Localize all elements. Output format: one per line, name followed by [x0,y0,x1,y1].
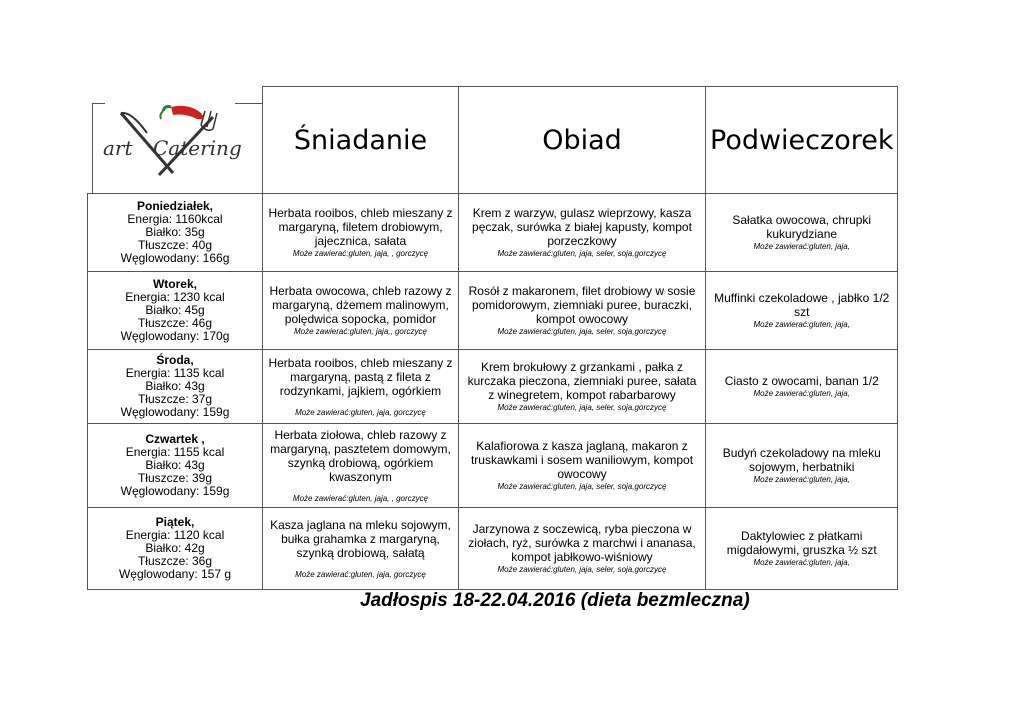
day-cell [88,194,263,272]
nutrition-line: Węglowodany: 159g [120,405,230,419]
day-cell [88,272,263,350]
header-row [88,87,898,194]
day-name: Piątek, [155,515,195,529]
day-cell [88,424,263,508]
breakfast-text: Herbata rooibos, chleb mieszany z margaryną, pastą z fileta z rodzynkami, jajkiem, ogórkiem [268,355,453,398]
lunch-allergens: Może zawierać:gluten, jaja, seler, soja,gorczycę [497,482,667,491]
lunch-cell [459,424,706,508]
breakfast-allergens: Może zawierać:gluten, jaja, gorczycę [295,407,426,417]
lunch-text: Jarzynowa z soczewicą, ryba pieczona w ziołach, ryż, surówka z marchwi i ananasa, kompot jabłkowo-wiśniowy [468,522,696,564]
header-snack: Podwieczorek [706,87,898,194]
breakfast-text: Herbata ziołowa, chleb razowy z margaryną, pasztetem domowym, szynką drobiową, ogórkiem kwaszonym [270,427,451,484]
nutrition-line: Energia: 1230 kcal [125,290,225,304]
lunch-allergens: Może zawierać:gluten, jaja, seler, soja,gorczycę [497,327,667,336]
lunch-allergens: Może zawierać:gluten, jaja, seler, soja,gorczycę [497,565,667,574]
day-name: Środa, [156,353,194,367]
breakfast-text: Herbata owocowa, chleb razowy z margaryną, dżemem malinowym, polędwica sopocka, pomidor [269,284,452,326]
breakfast-cell [263,350,459,424]
snack-cell [706,508,898,590]
snack-allergens: Może zawierać:gluten, jaja, [753,475,850,484]
nutrition-line: Tłuszcze: 40g [137,238,213,252]
lunch-cell [459,508,706,590]
breakfast-allergens: Może zawierać:gluten, jaja, gorczycę [295,569,426,579]
logo-cell [88,87,263,194]
breakfast-cell [263,424,459,508]
logo [92,103,263,194]
logo-text-art: art [102,135,133,160]
nutrition-line: Węglowodany: 170g [120,329,230,343]
nutrition-line: Węglowodany: 157 g [118,567,232,581]
snack-text: Muffinki czekoladowe , jabłko 1/2 szt [714,291,890,319]
nutrition-line: Energia: 1155 kcal [125,445,225,459]
day-row [88,508,898,590]
day-row [88,424,898,508]
breakfast-allergens: Może zawierać:gluten, jaja, , gorczycę [292,249,429,258]
nutrition-line: Tłuszcze: 46g [137,316,213,330]
nutrition-line: Białko: 35g [145,225,205,239]
lunch-cell [459,272,706,350]
day-name: Poniedziałek, [136,199,214,213]
day-cell [88,350,263,424]
day-name: Wtorek, [152,277,197,291]
day-row [88,194,898,272]
nutrition-line: Białko: 43g [145,379,205,393]
snack-allergens: Może zawierać:gluten, jaja, [753,558,850,567]
nutrition-line: Białko: 42g [145,541,205,555]
nutrition-line: Węglowodany: 159g [120,484,230,498]
snack-cell [706,350,898,424]
nutrition-line: Energia: 1120 kcal [125,528,225,542]
nutrition-line: Białko: 45g [145,303,205,317]
nutrition-line: Tłuszcze: 36g [137,554,213,568]
day-row [88,350,898,424]
breakfast-allergens: Może zawierać:gluten, jaja,, gorczycę [294,327,427,336]
snack-text: Ciasto z owocami, banan 1/2 [724,374,879,388]
menu-table [87,86,898,590]
snack-cell [706,272,898,350]
nutrition-line: Tłuszcze: 37g [137,392,213,406]
snack-allergens: Może zawierać:gluten, jaja, [753,242,850,251]
lunch-text: Krem z warzyw, gulasz wieprzowy, kasza pęczak, surówka z białej kapusty, kompot porzeczkowy [472,206,692,248]
breakfast-text: Kasza jaglana na mleku sojowym, bułka grahamka z margaryną, szynką drobiową, sałatą [270,517,451,560]
nutrition-line: Białko: 43g [145,458,205,472]
nutrition-line: Węglowodany: 166g [120,251,230,265]
nutrition-line: Energia: 1160kcal [127,212,223,226]
snack-text: Sałatka owocowa, chrupki kukurydziane [732,213,872,241]
snack-text: Daktylowiec z płatkami migdałowymi, gruszka ½ szt [726,529,877,557]
snack-cell [706,424,898,508]
snack-allergens: Może zawierać:gluten, jaja, [753,320,850,329]
day-name: Czwartek , [145,432,205,446]
lunch-allergens: Może zawierać:gluten, jaja, seler, soja,gorczycę [497,403,667,412]
fork-knife-pepper-icon [101,103,251,188]
lunch-text: Krem brokułowy z grzankami , pałka z kurczaka pieczona, ziemniaki puree, sałata z winegretem, kompot rabarbarowy [467,360,697,402]
header-breakfast: Śniadanie [263,87,459,194]
nutrition-line: Tłuszcze: 39g [137,471,213,485]
lunch-text: Rosół z makaronem, filet drobiowy w sosie pomidorowym, ziemniaki puree, buraczki, kompot owocowy [468,284,696,326]
lunch-cell [459,350,706,424]
breakfast-cell [263,194,459,272]
lunch-cell [459,194,706,272]
header-lunch: Obiad [459,87,706,194]
nutrition-line: Energia: 1135 kcal [125,366,225,380]
snack-allergens: Może zawierać:gluten, jaja, [753,389,850,398]
logo-text-catering: Catering [152,135,242,160]
menu-title: Jadłospis 18-22.04.2016 (dieta bezmleczna) [360,590,750,611]
day-row [88,272,898,350]
lunch-allergens: Może zawierać:gluten, jaja, seler, soja,gorczycę [497,249,667,258]
breakfast-text: Herbata rooibos, chleb mieszany z margaryną, filetem drobiowym, jajecznica, sałata [268,206,453,248]
breakfast-cell [263,272,459,350]
snack-text: Budyń czekoladowy na mleku sojowym, herbatniki [722,446,881,474]
lunch-text: Kalafiorowa z kasza jaglaną, makaron z truskawkami i sosem waniliowym, kompot owocowy [470,439,694,481]
snack-cell [706,194,898,272]
day-cell [88,508,263,590]
breakfast-cell [263,508,459,590]
breakfast-allergens: Może zawierać:gluten, jaja, , gorczycę [292,493,429,503]
